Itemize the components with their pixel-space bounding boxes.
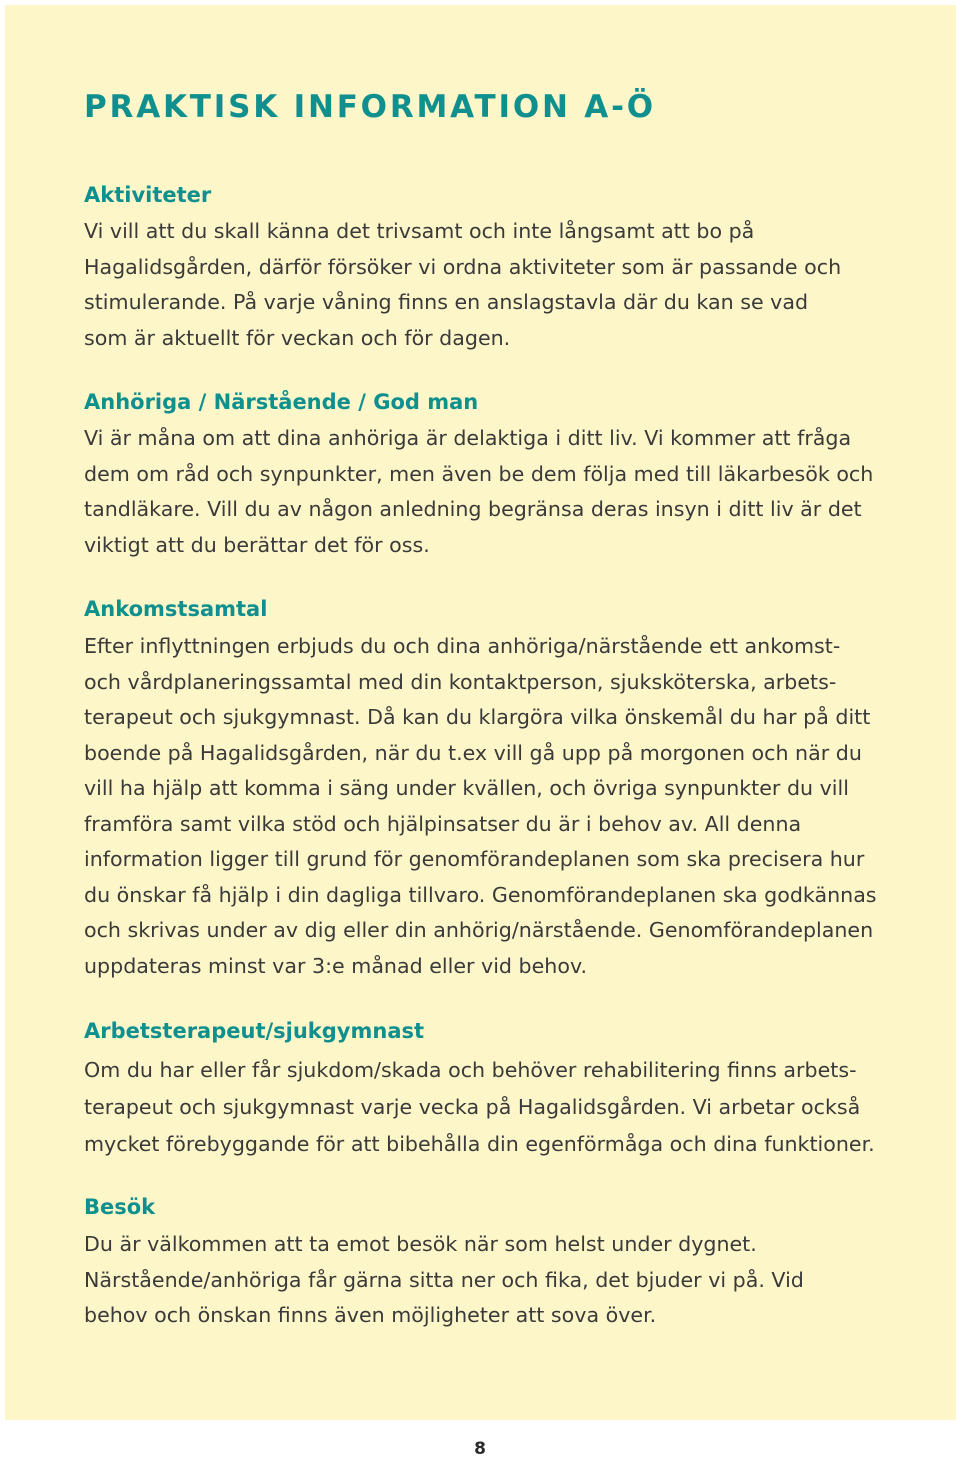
- body-line: mycket förebyggande för att bibehålla din egenförmåga och dina funktioner.: [84, 1132, 875, 1156]
- section-heading: Aktiviteter: [84, 183, 212, 207]
- section-ankomstsamtal: [84, 594, 914, 984]
- body-line: tandläkare. Vill du av någon anledning begränsa deras insyn i ditt liv är det: [84, 497, 862, 521]
- section-anhoriga: [84, 387, 914, 563]
- body-line: Du är välkommen att ta emot besök när som helst under dygnet.: [84, 1232, 757, 1256]
- body-line: Om du har eller får sjukdom/skada och behöver rehabilitering finns arbets-: [84, 1058, 857, 1082]
- body-line: framföra samt vilka stöd och hjälpinsatser du är i behov av. All denna: [84, 811, 802, 836]
- body-line: terapeut och sjukgymnast varje vecka på Hagalidsgården. Vi arbetar också: [84, 1095, 861, 1119]
- section-heading: Anhöriga / Närstående / God man: [84, 390, 479, 414]
- body-line: boende på Hagalidsgården, när du t.ex vill gå upp på morgonen och när du: [84, 740, 862, 765]
- body-line: du önskar få hjälp i din dagliga tillvaro. Genomförandeplanen ska godkännas: [84, 882, 877, 907]
- section-besok: [84, 1192, 914, 1334]
- body-line: Närstående/anhöriga får gärna sitta ner och fika, det bjuder vi på. Vid: [84, 1267, 804, 1292]
- body-line: information ligger till grund för genomförandeplanen som ska precisera hur: [84, 847, 865, 871]
- body-line: och vårdplaneringssamtal med din kontaktperson, sjuksköterska, arbets-: [84, 669, 837, 694]
- section-aktiviteter: [84, 180, 914, 356]
- section-heading: Arbetsterapeut/sjukgymnast: [84, 1019, 425, 1043]
- body-line: Vi är måna om att dina anhöriga är delaktiga i ditt liv. Vi kommer att fråga: [84, 426, 852, 450]
- body-line: Vi vill att du skall känna det trivsamt och inte långsamt att bo på: [84, 219, 755, 243]
- section-heading: Besök: [84, 1195, 156, 1219]
- body-line: och skrivas under av dig eller din anhörig/närstående. Genomförandeplanen: [84, 918, 874, 942]
- section-arbetsterapeut: [84, 1016, 914, 1163]
- body-line: viktigt att du berättar det för oss.: [84, 532, 430, 557]
- body-line: terapeut och sjukgymnast. Då kan du klargöra vilka önskemål du har på ditt: [84, 705, 871, 729]
- body-line: som är aktuellt för veckan och för dagen.: [84, 325, 511, 350]
- body-line: Hagalidsgården, därför försöker vi ordna aktiviteter som är passande och: [84, 254, 842, 279]
- body-line: behov och önskan finns även möjligheter att sova över.: [84, 1303, 657, 1327]
- body-line: stimulerande. På varje våning finns en anslagstavla där du kan se vad: [84, 290, 809, 314]
- body-line: dem om råd och synpunkter, men även be dem följa med till läkarbesök och: [84, 461, 874, 486]
- page-number: 8: [474, 1439, 486, 1459]
- body-line: Efter inflyttningen erbjuds du och dina anhöriga/närstående ett ankomst-: [84, 634, 841, 658]
- section-heading: Ankomstsamtal: [84, 597, 268, 621]
- body-line: uppdateras minst var 3:e månad eller vid behov.: [84, 953, 588, 978]
- page-title: PRAKTISK INFORMATION A-Ö: [84, 89, 656, 125]
- body-line: vill ha hjälp att komma i säng under kvällen, och övriga synpunkter du vill: [84, 776, 849, 800]
